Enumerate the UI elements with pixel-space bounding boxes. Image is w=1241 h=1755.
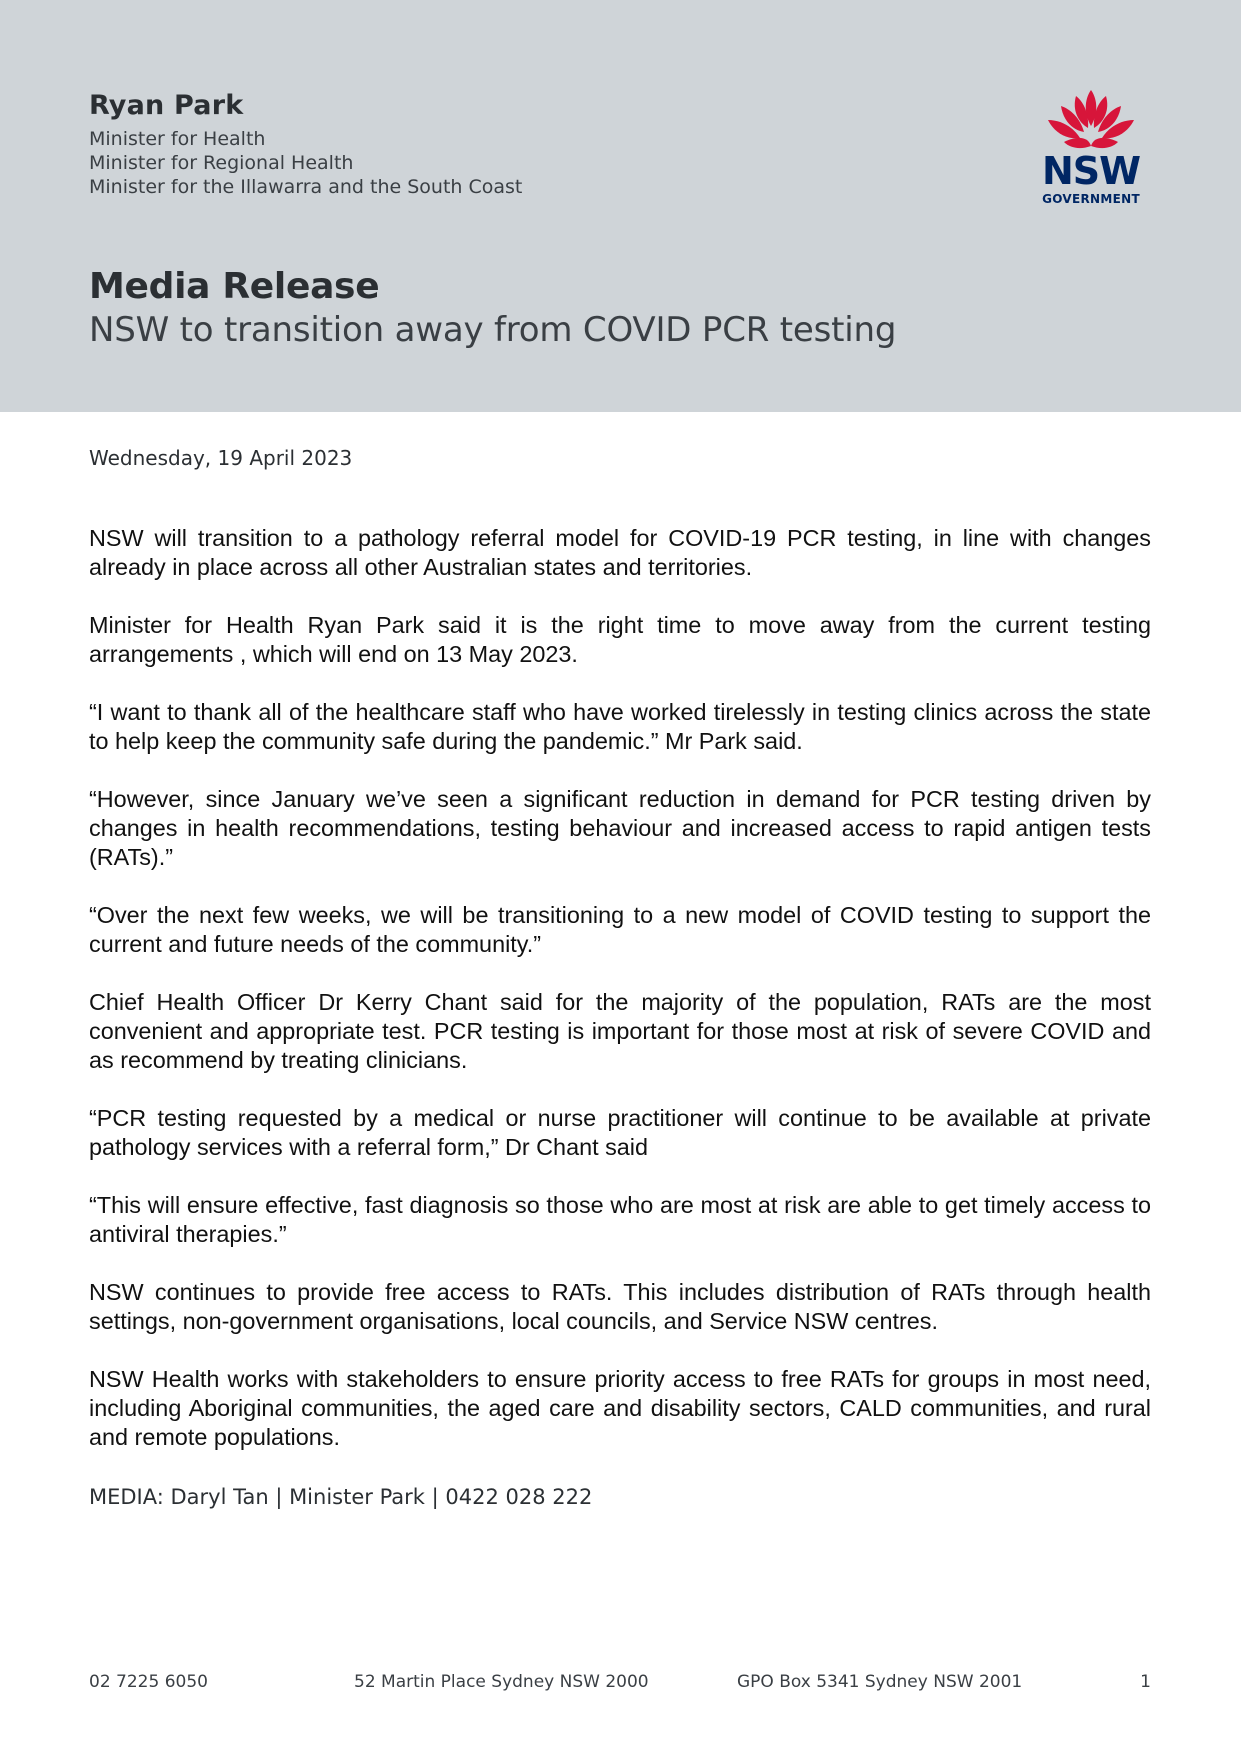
paragraph: Minister for Health Ryan Park said it is the right time to move away from the current testing arrangements , which will end on 13 May 2023. <box>89 612 1151 667</box>
media-release-heading: Media Release <box>89 266 380 307</box>
footer-po-box: GPO Box 5341 Sydney NSW 2001 <box>737 1672 1023 1692</box>
paragraph: NSW Health works with stakeholders to ensure priority access to free RATs for groups in most need, including Aboriginal communities, the aged care and disability sectors, CALD communities, and rural and remote populations. <box>89 1366 1151 1450</box>
footer <box>89 1672 1151 1696</box>
waratah-icon <box>1036 86 1146 152</box>
footer-phone: 02 7225 6050 <box>89 1672 208 1692</box>
release-date: Wednesday, 19 April 2023 <box>89 446 353 470</box>
page-number: 1 <box>1140 1672 1151 1692</box>
media-contact: MEDIA: Daryl Tan | Minister Park | 0422 028 222 <box>89 1485 593 1509</box>
nsw-government-logo <box>1036 86 1156 210</box>
paragraph: “PCR testing requested by a medical or nurse practitioner will continue to be available at private pathology services with a referral form,” Dr Chant said <box>89 1105 1151 1160</box>
paragraph: Chief Health Officer Dr Kerry Chant said for the majority of the population, RATs are the most convenient and appropriate test. PCR testing is important for those most at risk of severe COVID and as recommend by treating clinicians. <box>89 989 1151 1073</box>
release-body <box>89 524 1151 1481</box>
paragraph: “However, since January we’ve seen a significant reduction in demand for PCR testing driven by changes in health recommendations, testing behaviour and increased access to rapid antigen tests (RATs).” <box>89 786 1151 870</box>
portfolio-health: Minister for Health <box>89 128 266 150</box>
paragraph: NSW continues to provide free access to RATs. This includes distribution of RATs through health settings, non-government organisations, local councils, and Service NSW centres. <box>89 1279 1151 1334</box>
portfolio-illawarra: Minister for the Illawarra and the South Coast <box>89 176 523 198</box>
header-band <box>0 0 1241 412</box>
paragraph: “I want to thank all of the healthcare staff who have worked tirelessly in testing clinics across the state to help keep the community safe during the pandemic.” Mr Park said. <box>89 699 1151 754</box>
minister-block <box>89 90 522 199</box>
portfolio-regional-health: Minister for Regional Health <box>89 152 354 174</box>
release-title: NSW to transition away from COVID PCR testing <box>89 310 897 350</box>
logo-subtitle: GOVERNMENT <box>1042 192 1140 206</box>
footer-address: 52 Martin Place Sydney NSW 2000 <box>354 1672 649 1692</box>
minister-name: Ryan Park <box>89 90 244 121</box>
paragraph: “Over the next few weeks, we will be transitioning to a new model of COVID testing to support the current and future needs of the community.” <box>89 902 1151 957</box>
paragraph: NSW will transition to a pathology referral model for COVID-19 PCR testing, in line with changes already in place across all other Australian states and territories. <box>89 525 1151 580</box>
logo-wordmark: NSW <box>1041 149 1141 193</box>
paragraph: “This will ensure effective, fast diagnosis so those who are most at risk are able to get timely access to antiviral therapies.” <box>89 1192 1151 1247</box>
